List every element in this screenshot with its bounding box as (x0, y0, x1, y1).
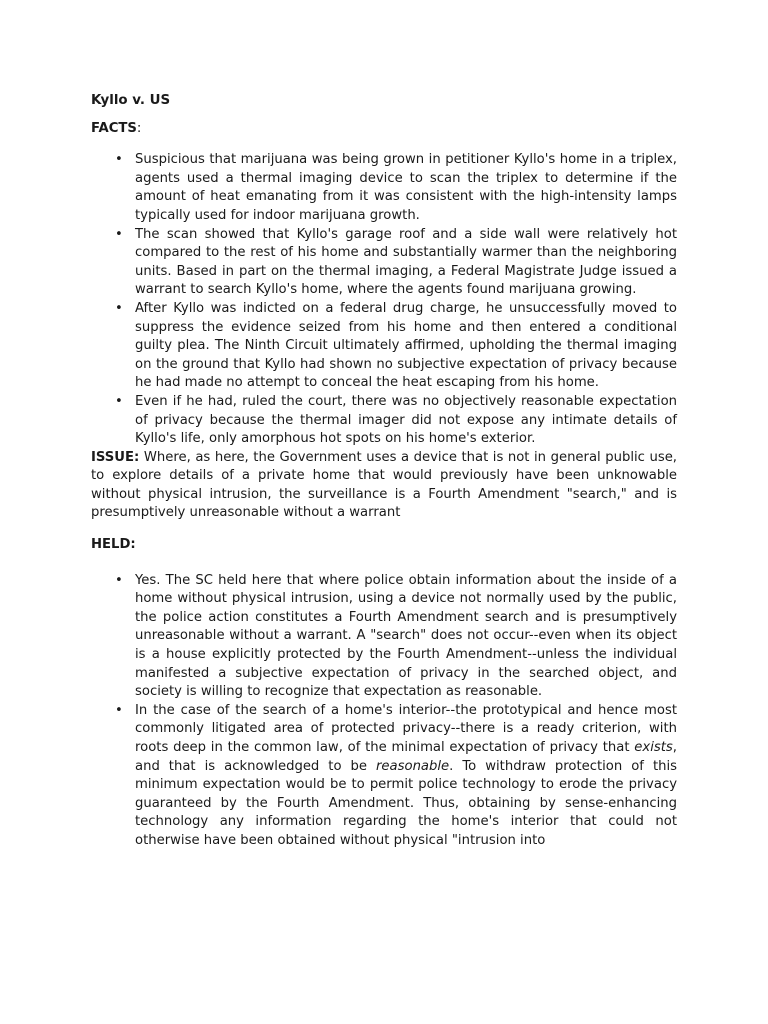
held-item-text-part2: , and that is acknowledged to be (135, 740, 677, 774)
facts-item-text: After Kyllo was indicted on a federal drug charge, he unsuccessfully moved to suppress the evidence seized from his home and then entered a conditional guilty plea. The Ninth Circuit ultimately affirmed, upholding the thermal imaging on the ground that Kyllo had shown no subjective expectation of privacy because he had made no attempt to conceal the heat escaping from his home. (135, 300, 677, 391)
facts-item (91, 151, 677, 225)
held-heading: HELD: (91, 537, 136, 553)
facts-label: FACTS (91, 120, 137, 136)
facts-heading (91, 120, 677, 139)
facts-item (91, 393, 677, 449)
emphasis-exists: exists (634, 740, 673, 755)
issue-text: Where, as here, the Government uses a device that is not in general public use, to explore details of a private home that would previously have been unknowable without physical intrusion, the surveillance is a Fourth Amendment "search," and is presumptively unreasonable without a warrant (91, 449, 677, 521)
bullet-icon: • (115, 702, 123, 718)
facts-colon: : (136, 120, 142, 136)
held-item-text-part3: . To withdraw protection of this minimum expectation would be to permit police technology to erode the privacy guaranteed by the Fourth Amendment. Thus, obtaining by sense-enhancing technology any information regarding the home's interior that could not otherwise have been obtained without physical "intrusion into (135, 758, 678, 848)
held-item-text-part1: In the case of the search of a home's interior--the prototypical and hence most commonly litigated area of protected privacy--there is a ready criterion, with roots deep in the common law, of the minimal expectation of privacy that (135, 702, 677, 755)
issue-label: ISSUE: (91, 449, 140, 465)
bullet-icon: • (115, 393, 123, 409)
document-page (91, 92, 677, 851)
bullet-icon: • (115, 300, 123, 316)
facts-item-text: Suspicious that marijuana was being grown in petitioner Kyllo's home in a triplex, agents used a thermal imaging device to scan the triplex to determine if the amount of heat emanating from it was consistent with the high-intensity lamps typically used for indoor marijuana growth. (135, 152, 677, 223)
facts-item (91, 300, 677, 393)
bullet-icon: • (115, 572, 123, 588)
bullet-icon: • (115, 226, 123, 242)
bullet-icon: • (115, 152, 123, 168)
held-item-text: Yes. The SC held here that where police obtain information about the inside of a home without physical intrusion, using a device not normally used by the public, the police action constitutes a Fourth Amendment search and is presumptively unreasonable without a warrant. A "search" does not occur--even when its object is a house explicitly protected by the Fourth Amendment--unless the individual manifested a subjective expectation of privacy in the searched object, and society is willing to recognize that expectation as reasonable. (135, 572, 677, 700)
facts-item-text: Even if he had, ruled the court, there was no objectively reasonable expectation of privacy because the thermal imager did not expose any intimate details of Kyllo's life, only amorphous hot spots on his home's exterior. (135, 393, 677, 447)
held-item (91, 702, 677, 851)
held-list (91, 572, 677, 851)
held-item (91, 572, 677, 702)
facts-item-text: The scan showed that Kyllo's garage roof and a side wall were relatively hot compared to the rest of his home and substantially warmer than the neighboring units. Based in part on the thermal imaging, a Federal Magistrate Judge issued a warrant to search Kyllo's home, where the agents found marijuana growing. (135, 226, 677, 298)
issue-paragraph (91, 449, 677, 523)
case-title: Kyllo v. US (91, 93, 171, 108)
facts-list (91, 151, 677, 449)
facts-item (91, 226, 677, 300)
emphasis-reasonable: reasonable (376, 758, 450, 774)
